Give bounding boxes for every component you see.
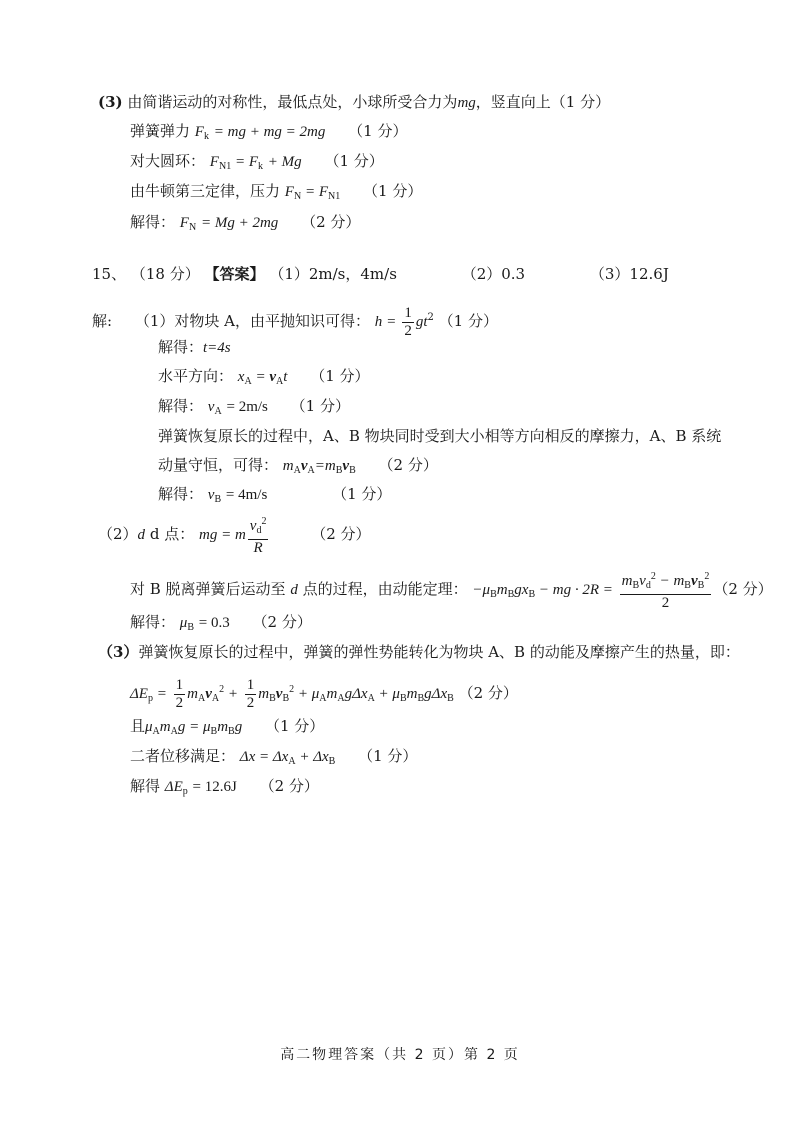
answer-2: （2）0.3 [461,265,526,283]
d-eq: mg = m [198,527,246,543]
answer-1: （1）2m/s，4m/s [269,265,397,283]
solve-label: 解得： [130,213,176,231]
q15-header [92,264,669,284]
p3-text: 由简谐运动的对称性，最低点处，小球所受合力为 [127,93,458,111]
newton-label: 由牛顿第三定律，压力 [130,182,281,200]
vd-over-R: $\frac{v_d^2}{R}$ [248,513,269,557]
horizontal-label: 水平方向： [158,367,234,385]
heat-text: 弹簧恢复原长的过程中，弹簧的弹性势能转化为物块 A、B 的动能及摩擦产生的热量，即： [138,643,740,661]
p3-tail: ，竖直向上（1 分） [475,93,611,111]
energy-text-2: 点的过程，由动能定理： [302,580,468,598]
score: （2 分） [301,213,361,231]
kinetic-fraction: $\frac{m_Bv_d^2 - m_Bv_B^2}{2}$ [620,568,712,612]
s1-label: （1）对物块 A，由平抛知识可得： [134,312,370,330]
final-line: 解得 $\Delta E_p = 12.6J$ （2 分） [130,777,319,797]
vB-value: = 4m/s [225,487,268,503]
solve-line: 解得： $F_N = Mg + 2mg$ （2 分） [130,213,361,233]
p3-heat-line: （3）弹簧恢复原长的过程中，弹簧的弹性势能转化为物块 A、B 的动能及摩擦产生的热量，即： [98,643,740,661]
page-footer: 高二物理答案（共 2 页）第 2 页 [280,1047,520,1063]
spring-force-line: 弹簧弹力 $F_k$ = mg + mg = 2mg （1 分） [130,122,408,142]
score: （1 分） [264,717,325,735]
score: （1 分） [348,122,408,140]
vA-value: = 2m/s [226,399,268,415]
score: （1 分） [310,367,370,385]
horizontal-line: 水平方向： $x_A = v_At$ （1 分） [158,367,370,387]
score: （1 分） [363,182,423,200]
score: （1 分） [290,397,350,415]
s1-line: 解: （1）对物块 A，由平抛知识可得： h = $\frac{1}{2}$ $gt^2$ （1 分） [92,304,498,339]
vA-line: 解得： $v_A = 2m/s$ （1 分） [158,397,350,417]
score: （2 分） [259,777,319,795]
score: （2 分） [713,580,773,598]
solve-eq: = Mg + 2mg [200,215,279,231]
score: （2 分） [458,684,518,702]
question-number: 15、 [92,265,127,283]
h-symbol: h [374,314,383,330]
newton-line: 由牛顿第三定律，压力 $F_N = F_{N1}$ （1 分） [130,182,423,202]
half-fraction: $\frac{1}{2}$ [404,304,412,339]
score: （1 分） [332,485,392,503]
spring-text-1: 弹簧恢复原长的过程中，A、B 物块同时受到大小相等方向相反的摩擦力，A、B 系统 [158,427,722,445]
jie-label: 解: [92,312,113,330]
spring-eq: = mg + mg = 2mg [213,124,326,140]
answer-tag: 【答案】 [204,265,265,283]
mu-line: 解得： $\mu_B = 0.3$ （2 分） [130,613,312,633]
energy-theorem-line: 对 B 脱离弹簧后运动至 d 点的过程，由动能定理： $-\mu_Bm_Bgx_B$ − mg · 2R = $\frac{m_Bv_d^2 - m_Bv_B^2}{2}$ （2 分） [130,568,773,615]
momentum-label: 动量守恒，可得： [158,456,279,474]
score: （2 分） [311,525,371,543]
d-point-line: （2）d d 点： mg = m $\frac{v_d^2}{R}$ （2 分） [98,512,371,557]
friction-eq-line: 且$\mu_Am_Ag = \mu_Bm_Bg$ （1 分） [130,717,325,737]
spring-label: 弹簧弹力 [130,122,191,140]
t-value: t=4s [203,340,231,356]
score: （2 分） [252,613,312,631]
t-result: 解得：t=4s [158,338,231,356]
score: （2 分） [378,456,438,474]
vB-line: 解得： $v_B = 4m/s$ （1 分） [158,485,392,505]
part-label: (3) [98,93,123,111]
momentum-line: 动量守恒，可得： $m_Av_A=m_Bv_B$ （2 分） [158,456,438,476]
mu-value: = 0.3 [198,615,230,631]
score: （1 分） [438,312,498,330]
answer-3: （3）12.6J [589,265,669,283]
p3-line-1 [98,92,610,113]
energy-text: 对 B 脱离弹簧后运动至 [130,580,286,598]
displacement-label: 二者位移满足： [130,747,236,765]
ring-label: 对大圆环： [130,152,206,170]
displacement-line: 二者位移满足： $\Delta x = \Delta x_A + \Delta x_B$ （1 分） [130,747,418,767]
ring-line: 对大圆环： $F_{N1} = F_k + Mg$ （1 分） [130,152,384,172]
energy-eq-line: $\Delta E_p$ = $\frac{1}{2}$ $m_Av_A^2$ + $\frac{1}{2}$ $m_Bv_B^2 + \mu_Am_Ag\Delta x_A + \mu_Bm_Bg\Delta x_B$ （2 分） [130,676,518,711]
score: （1 分） [324,152,384,170]
ring-eq: + Mg [267,154,302,170]
final-value: = 12.6J [192,779,237,795]
d-point-label: d 点： [149,525,195,543]
question-points: （18 分） [130,265,200,283]
score: （1 分） [358,747,418,765]
mg-symbol: mg [457,95,476,111]
